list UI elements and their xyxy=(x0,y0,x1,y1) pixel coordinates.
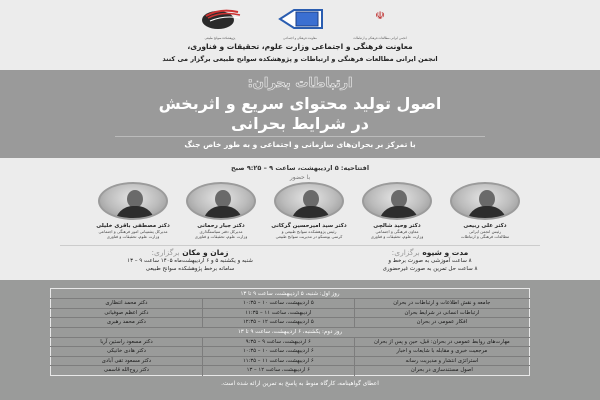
speaker-photo xyxy=(450,182,520,220)
title-banner xyxy=(0,70,600,158)
session-time: ۶ اردیبهشت، ساعت ۱۱ – ۱۱:۳۵ xyxy=(202,356,354,366)
schedule-table xyxy=(50,288,530,376)
duration-title-text: مدت و شیوه xyxy=(422,248,469,257)
speaker-role: مدیرکل پشتیبانی امور فرهنگی و اجتماعی xyxy=(98,229,168,234)
logo-row xyxy=(190,8,410,38)
speaker-photo xyxy=(362,182,432,220)
table-row xyxy=(51,299,530,309)
speaker-role: وزارت علوم، تحقیقات و فناوری xyxy=(194,234,248,239)
session-topic: ارتباطات انسانی در شرایط بحران xyxy=(354,308,529,318)
speaker-role: رئیس انجمن ایرانی xyxy=(468,229,502,234)
iran-emblem-icon: ☫ xyxy=(375,9,385,22)
opening-session: افتتاحیه: ۵ اردیبهشت، ساعت ۹ – ۹:۲۵ صبح xyxy=(230,164,370,172)
session-teacher: دکتر مسعود تقی آبادی xyxy=(51,356,203,366)
session-teacher: دکتر هادی خانیکی xyxy=(51,347,203,357)
session-teacher: دکتر محمد رهبری xyxy=(51,318,203,328)
organizer-line-1: معاونت فرهنگی و اجتماعی وزارت علوم، تحقیقات و فناوری، xyxy=(187,42,413,51)
venue-info xyxy=(70,248,310,273)
session-time: ۶ اردیبهشت، ساعت ۱۲ – ۱۳ xyxy=(202,366,354,376)
banner-divider xyxy=(115,136,485,137)
speaker-photo xyxy=(98,182,168,220)
duration-title-accent: برگزاری: xyxy=(391,248,420,257)
logo-caption: انجمن ایرانی مطالعات فرهنگی و ارتباطات xyxy=(353,36,407,40)
certificate-note: اعطای گواهینامه، کارگاه منوط به پاسخ به تمرین ارائه شده است. xyxy=(221,381,379,387)
venue-title xyxy=(70,248,310,257)
speaker-card xyxy=(440,182,530,239)
speaker-role: وزارت علوم، تحقیقات و فناوری xyxy=(106,234,160,239)
session-topic: مرجعیت خبری و مقابله با شایعات و اخبار xyxy=(354,347,529,357)
table-row xyxy=(51,308,530,318)
session-topic: مهارت‌های روابط عمومی در بحران: قبل، حین و پس از بحران xyxy=(354,337,529,347)
session-topic: افکار عمومی در بحران xyxy=(354,318,529,328)
pajoheshkade-logo xyxy=(190,8,250,38)
session-teacher: دکتر روح‌الله قاسمی xyxy=(103,367,149,374)
duration-line: ۸ ساعت حل تمرین به صورت غیرحضوری xyxy=(382,266,478,272)
speaker-name: دکتر وحید شالچی xyxy=(373,223,421,229)
header xyxy=(0,0,600,70)
speakers-row xyxy=(80,182,530,242)
venue-line: شنبه و یکشنبه ۵ و ۶ اردیبهشت‌ماه ۱۴۰۵ ساعت ۹ – ۱۳ xyxy=(127,258,253,264)
table-row xyxy=(51,318,530,328)
session-topic: جامعه و نقش اطلاعات و ارتباطات در بحران xyxy=(354,299,529,309)
table-row xyxy=(51,356,530,366)
venue-line: سامانه برخط پژوهشکده سوانح طبیعی xyxy=(145,266,235,272)
speaker-role: وزارت علوم، تحقیقات و فناوری xyxy=(370,234,424,239)
logo-caption: پژوهشکده سوانح طبیعی xyxy=(204,36,236,40)
table-row xyxy=(51,366,530,376)
day-header-row xyxy=(51,327,530,337)
session-teacher: دکتر اعظم صوفیانی xyxy=(51,308,203,318)
day-2-label: روز دوم: یکشنبه، ۶ اردیبهشت، ساعت ۹ تا ۱۳ xyxy=(51,327,530,337)
session-topic: استراتژی انتشار و مدیریت رسانه xyxy=(354,356,529,366)
session-topic: اصول مستندسازی در بحران xyxy=(354,366,529,376)
day-header-row xyxy=(51,289,530,299)
speaker-card xyxy=(88,182,178,239)
session-time: اردیبهشت، ساعت ۱۱ – ۱۱:۳۵ xyxy=(202,308,354,318)
section-divider xyxy=(60,245,540,246)
emblem-logo xyxy=(350,8,410,38)
duration-line: ۸ ساعت آموزشی به صورت برخط و xyxy=(388,258,472,264)
speaker-name: دکتر مصطفی باقری خلیلی xyxy=(96,223,170,229)
session-teacher: دکتر مسعود راستین آریا xyxy=(51,337,203,347)
speaker-role: کرسی یونسکو در مدیریت سوانح طبیعی xyxy=(275,234,343,239)
session-teacher: دکتر محمد انتظاری xyxy=(51,299,203,309)
speaker-role: مدیرکل دفتر سیاستگذاری xyxy=(199,229,243,234)
table-row xyxy=(51,347,530,357)
speaker-card xyxy=(176,182,266,239)
banner-kicker: ارتباطات بحران: xyxy=(247,76,353,91)
organizer-line-2: انجمن ایرانی مطالعات فرهنگی و ارتباطات و پژوهشکده سوانح طبیعی برگزار می کنند xyxy=(162,55,438,63)
speaker-role: معاون فرهنگی و اجتماعی xyxy=(375,229,419,234)
details-section xyxy=(0,158,600,280)
duration-info xyxy=(310,248,550,273)
venue-title-text: زمان و مکان xyxy=(182,248,229,257)
speaker-role: مطالعات فرهنگی و ارتباطات xyxy=(460,234,510,239)
speaker-name: دکتر علی ربیعی xyxy=(463,223,507,229)
banner-title-line-2: در شرایط بحرانی xyxy=(230,114,370,133)
speaker-role: رئیس پژوهشکده سوانح طبیعی و xyxy=(281,229,337,234)
session-time: ۶ اردیبهشت، ساعت ۹ – ۹:۳۵ xyxy=(202,337,354,347)
speaker-name: دکتر جبار رحمانی xyxy=(197,223,245,229)
logo-caption: معاونت فرهنگی و اجتماعی xyxy=(283,36,317,40)
speaker-photo xyxy=(274,182,344,220)
venue-title-accent: برگزاری: xyxy=(151,248,180,257)
session-time: ۵ اردیبهشت، ساعت ۱۲ – ۱۲:۳۵ xyxy=(202,318,354,328)
ministry-logo xyxy=(270,8,330,38)
presence-label: با حضور xyxy=(289,174,311,181)
banner-title-line-1: اصول تولید محتوای سریع و اثربخش xyxy=(158,94,442,113)
day-1-label: روز اول: شنبه، ۵ اردیبهشت، ساعت ۹ تا ۱۳ xyxy=(51,289,530,299)
pajoheshkade-logo-icon xyxy=(198,8,242,30)
table-row xyxy=(51,337,530,347)
ministry-logo-icon xyxy=(278,8,324,30)
speaker-name: دکتر سید امیرحسین گرکانی xyxy=(271,223,347,229)
speaker-card xyxy=(352,182,442,239)
session-time: ۵ اردیبهشت، ساعت ۱۰ – ۱۰:۳۵ xyxy=(202,299,354,309)
duration-title xyxy=(310,248,550,257)
session-time: ۶ اردیبهشت، ساعت ۱۰ – ۱۰:۳۵ xyxy=(202,347,354,357)
speaker-card xyxy=(264,182,354,239)
speaker-photo xyxy=(186,182,256,220)
banner-subtitle: با تمرکز بر بحران‌های سازمانی و اجتماعی و به طور خاص جنگ xyxy=(184,140,416,149)
